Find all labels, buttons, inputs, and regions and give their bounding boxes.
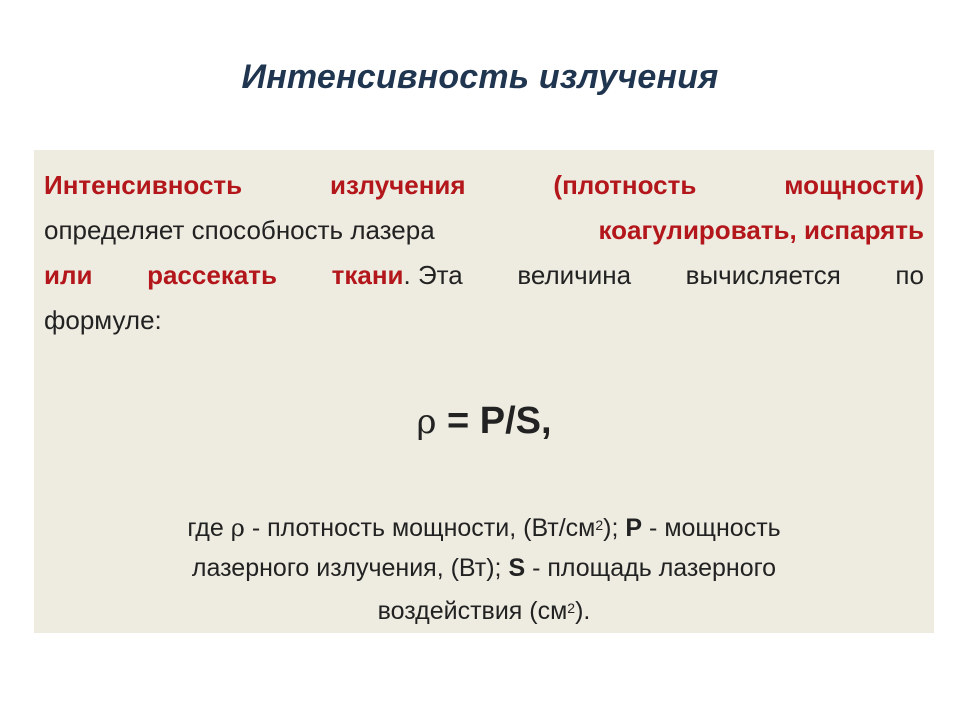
content-box	[34, 150, 934, 633]
formula-expression: = P/S,	[447, 400, 552, 442]
paragraph-line-1	[44, 163, 924, 208]
term-word: излучения	[329, 170, 466, 200]
rho-symbol: ρ	[230, 514, 245, 542]
highlight-word: ткани	[331, 260, 404, 290]
superscript: 2	[595, 517, 604, 533]
term-word: мощности)	[784, 170, 924, 200]
description-paragraph	[44, 163, 924, 343]
plain-text: формуле:	[44, 305, 162, 335]
paragraph-line-3	[44, 253, 924, 298]
slide-title: Интенсивность излучения	[241, 58, 719, 96]
explanation-text: ).	[575, 597, 591, 625]
explanation-text: лазерного излучения, (Вт);	[191, 554, 502, 582]
mixed-word	[332, 253, 463, 298]
paragraph-line-4	[44, 298, 924, 343]
explanation-text: где	[187, 514, 224, 542]
plain-word: величина	[517, 260, 632, 290]
explanation-text: - плотность мощности, (Вт/см	[251, 514, 596, 542]
highlight-word: или	[44, 260, 93, 290]
explanation-text: );	[603, 514, 619, 542]
explanation-line-3	[34, 588, 934, 631]
plain-text: определяет способность лазера	[44, 215, 435, 245]
explanation-text: - мощность	[649, 514, 781, 542]
paragraph-line-2	[44, 208, 924, 253]
plain-text: . Эта	[403, 260, 463, 290]
area-symbol: S	[508, 554, 526, 582]
rho-symbol: ρ	[416, 402, 437, 442]
plain-word: по	[895, 260, 924, 290]
power-symbol: P	[625, 514, 643, 542]
formula-explanation	[34, 505, 934, 631]
plain-word: вычисляется	[685, 260, 841, 290]
explanation-line-1	[34, 505, 934, 548]
term-word: (плотность	[553, 170, 697, 200]
explanation-text: - площадь лазерного	[532, 554, 777, 582]
highlight-text: коагулировать, испарять	[598, 215, 924, 245]
explanation-text: воздействия (см	[377, 597, 568, 625]
term-word: Интенсивность	[44, 170, 243, 200]
explanation-line-2	[34, 548, 934, 588]
formula	[34, 400, 934, 443]
highlight-word: рассекать	[147, 260, 278, 290]
superscript: 2	[567, 600, 576, 616]
